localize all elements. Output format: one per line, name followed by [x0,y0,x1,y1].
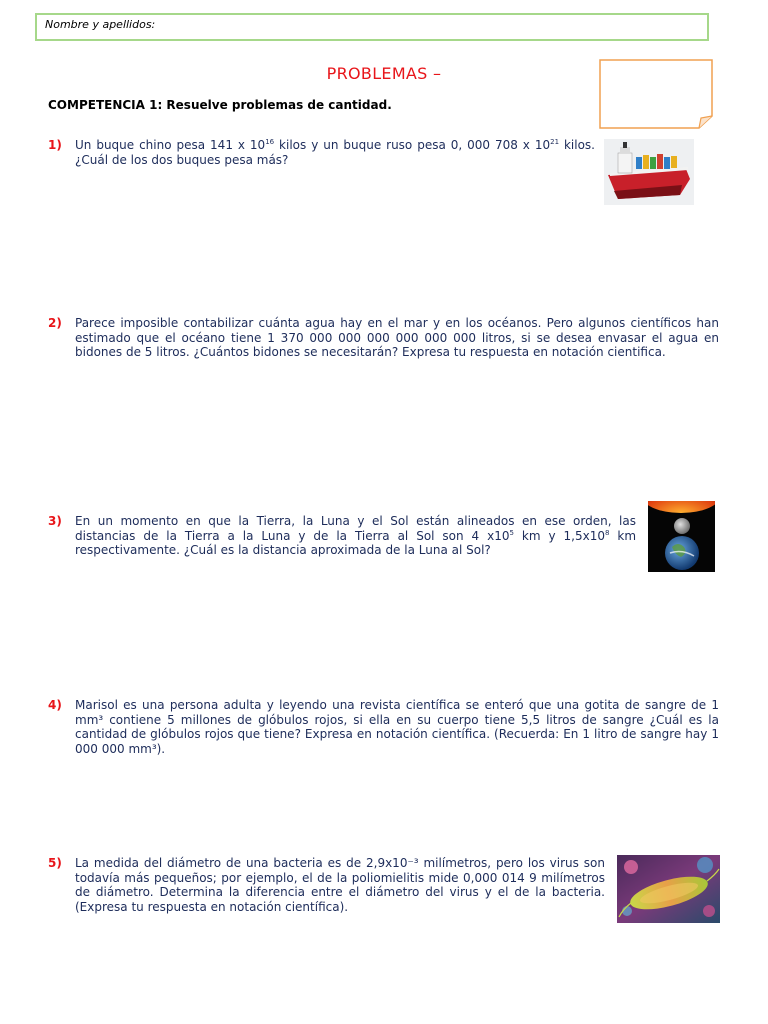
score-box [599,59,713,129]
bacteria-virus-image [617,855,720,923]
name-label: Nombre y apellidos: [45,18,156,31]
name-field[interactable] [35,13,709,41]
problem-text: En un momento en que la Tierra, la Luna y el Sol están alineados en ese orden, las distancias de la Tierra a la Luna y de la Tierra al Sol son 4 $x10^5$ km y $1,5x10^8$ km respectivamente. ¿Cuál es la distancia aproximada de la Luna al Sol? [75,514,637,558]
problem-text: La medida del diámetro de una bacteria es de 2,9x10⁻³ milímetros, pero los virus son todavía más pequeños; por ejemplo, el de la poliomielitis mide 0,000 014 9 milímetros de diámetro. Determina la diferencia entre el diámetro del virus y el de la bacteria. (Expresa tu respuesta en notación científica). [75,856,605,914]
problem-number: 3) [48,514,62,528]
page-title: PROBLEMAS – [326,64,442,83]
problem-number: 5) [48,856,62,870]
problem-number: 4) [48,698,62,712]
problem-number: 1) [48,138,62,152]
sun-moon-earth-image [648,501,715,572]
problem-text: Un buque chino pesa 141 x $10^{16}$ kilos y un buque ruso pesa 0, 000 708 x $10^{21}$ kilos. ¿Cuál de los dos buques pesa más? [75,138,595,167]
problem-text: Parece imposible contabilizar cuánta agua hay en el mar y en los océanos. Pero algunos científicos han estimado que el océano tiene 1 370 000 000 000 000 000 000 litros, si se desea envasar el agua en bidones de 5 litros. ¿Cuántos bidones se necesitarán? Expresa tu respuesta en notación cientifica. [75,316,719,360]
cargo-ship-image [604,139,694,205]
competencia-heading: COMPETENCIA 1: Resuelve problemas de cantidad. [48,98,392,112]
problem-number: 2) [48,316,62,330]
problem-text: Marisol es una persona adulta y leyendo una revista científica se enteró que una gotita de sangre de 1 mm³ contiene 5 millones de glóbulos rojos, si ella en su cuerpo tiene 5,5 litros de sangre ¿Cuál es la cantidad de glóbulos rojos que tiene? Expresa en notación científica. (Recuerda: En 1 litro de sangre hay 1 000 000 mm³). [75,698,719,756]
